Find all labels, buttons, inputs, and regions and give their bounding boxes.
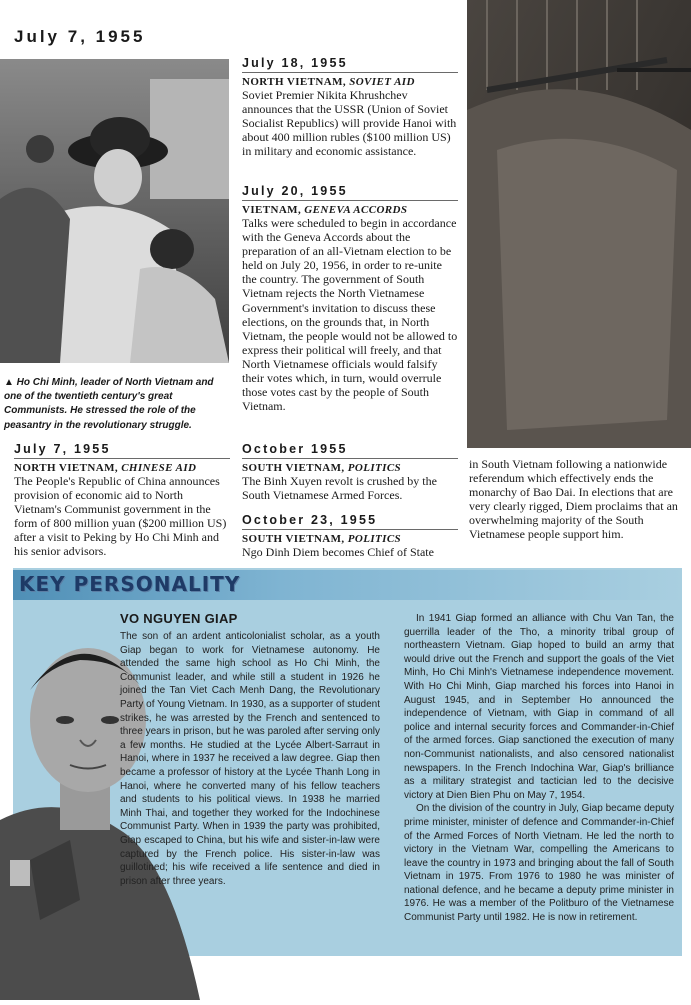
key-personality-banner — [13, 570, 682, 600]
entry-july-18 — [242, 56, 458, 158]
entry-october-23-continued: in South Vietnam following a nationwide referendum which effectively ends the monarchy of Bao Dai. In elections that are very clearly rigged, Diem proclaims that an overwhelming majority of the South Vietnamese people support him. — [469, 457, 678, 542]
entry-july-20 — [242, 184, 458, 413]
page-date: July 7, 1955 — [14, 27, 146, 46]
key-personality-banner-text: KEY PERSONALITY — [19, 572, 241, 596]
war-photo — [467, 0, 691, 448]
entry-date: October 1955 — [242, 442, 458, 459]
entry-region: NORTH VIETNAM, — [242, 76, 347, 88]
entry-region: SOUTH VIETNAM, — [242, 462, 345, 474]
entry-date: July 18, 1955 — [242, 56, 458, 73]
entry-october — [242, 442, 458, 502]
entry-region: SOUTH VIETNAM, — [242, 533, 345, 545]
entry-region: VIETNAM, — [242, 204, 302, 216]
entry-topic: POLITICS — [347, 462, 402, 474]
ho-chi-minh-photo — [0, 59, 229, 363]
ho-chi-minh-photo-art — [0, 59, 229, 363]
war-photo-art — [467, 0, 691, 448]
personality-bio-col1: The son of an ardent anticolonialist scholar, as a youth Giap began to work for Vietnamese autonomy. He attended the same high school as Ho Chi Minh, the Communist leader, and while still a student in 1926 he joined the Tan Viet Cach Menh Dang, the Revolutionary Party of Young Vietnam. In 1930, as a supporter of student strikes, he was arrested by the French and sentenced to three years in prison, but he was paroled after serving only a few months. He studied at the Lycée Albert-Sarraut in Hanoi, where in 1937 he received a law degree. Giap then became a professor of history at the Lycée Thanh Long in Hanoi, where he converted many of his fellow teachers and students to his political views. In 1938 he married Minh Thai, and together they worked for the Indochinese Communist Party. When in 1939 the party was prohibited, Giap escaped to China, but his wife and sister-in-law were captured by the French police. His sister-in-law was guillotined; his wife received a life sentence and died in prison after three years. — [120, 631, 380, 887]
entry-topic: GENEVA ACCORDS — [304, 204, 408, 216]
entry-text: The Binh Xuyen revolt is crushed by the South Vietnamese Armed Forces. — [242, 474, 437, 503]
entry-heading — [242, 533, 458, 545]
entry-date: July 7, 1955 — [14, 442, 230, 459]
entry-heading — [242, 462, 458, 474]
personality-bio-col2 — [404, 612, 674, 925]
entry-text: The People's Republic of China announces provision of economic aid to North Vietnam's Communist government in the form of 800 million yuan ($200 million US) after a visit to Peking by Ho Chi Minh and his senior advisors. — [14, 474, 227, 559]
entry-heading — [242, 76, 458, 88]
entry-topic: SOVIET AID — [349, 76, 415, 88]
photo-caption: ▲ Ho Chi Minh, leader of North Vietnam and one of the twentieth century's great Communists. He stressed the role of the peasantry in the revolutionary struggle. — [4, 377, 214, 431]
entry-topic: CHINESE AID — [121, 462, 197, 474]
bio-paragraph: In 1941 Giap formed an alliance with Chu Van Tan, the guerrilla leader of the Tho, a minority tribal group of northeastern Vietnam. Giap hoped to build an army that would drive out the French and support the goals of the Viet Minh, Ho Chi Minh's Vietnamese independence movement. With Ho Chi Minh, Giap marched his forces into Hanoi in August 1945, and in September Ho announced the independence of Vietnam, with Giap in command of all police and internal security forces and Commander-in-Chief of the armed forces. Giap sanctioned the execution of many non-Communist nationalists, and also censored nationalist newspapers. In the French Indochina War, Giap's brilliance as a military strategist and tactician led to the decisive victory at Dien Bien Phu on May 7, 1954. — [404, 613, 674, 801]
entry-region: NORTH VIETNAM, — [14, 462, 119, 474]
entry-text: Talks were scheduled to begin in accordance with the Geneva Accords about the preparation of an all-Vietnam election to be held on July 20, 1956, in order to re-unite the country. The government of South Vietnam rejects the North Vietnamese Government's invitation to discuss these elections, on the grounds that, in North Vietnam, the people would not be allowed to express their political will freely, and that North Vietnamese officials would falsify their votes which, in turn, would overrule those votes cast by the people of South Vietnam. — [242, 216, 458, 414]
entry-heading — [242, 204, 458, 216]
entry-text: Ngo Dinh Diem becomes Chief of State — [242, 545, 434, 559]
entry-july-7 — [14, 442, 230, 559]
entry-text: Soviet Premier Nikita Khrushchev announces that the USSR (Union of Soviet Socialist Republics) will provide Hanoi with about 400 million rubles ($100 million US) in military and economic assistance. — [242, 88, 457, 159]
entry-topic: POLITICS — [347, 533, 402, 545]
entry-heading — [14, 462, 230, 474]
entry-date: July 20, 1955 — [242, 184, 458, 201]
entry-october-23 — [242, 513, 458, 559]
bio-paragraph: On the division of the country in July, Giap became deputy prime minister, minister of defence and Commander-in-Chief of the Armed Forces of North Vietnam. He led the north to victory in the Vietnam War, compelling the Americans to leave the country in 1973 and bringing about the fall of South Vietnam in 1975. From 1976 to 1980 he was minister of national defence, and he became a deputy prime minister in 1976. He was a member of the Politburo of the Vietnamese Communist Party until 1982. He is now in retirement. — [404, 803, 674, 924]
entry-date: October 23, 1955 — [242, 513, 458, 530]
personality-name: VO NGUYEN GIAP — [120, 611, 238, 626]
